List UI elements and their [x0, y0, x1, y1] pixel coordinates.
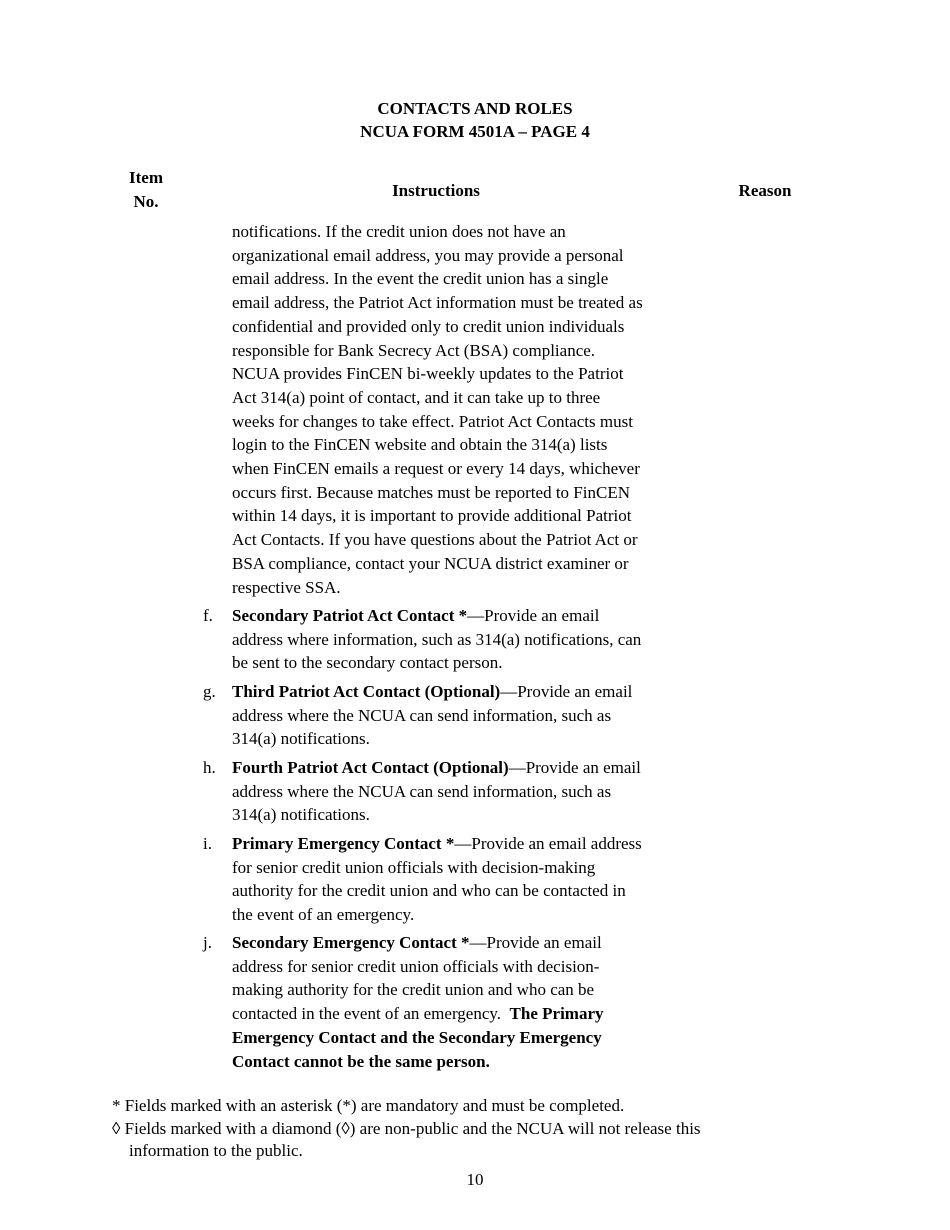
intro-line: confidential and provided only to credit union individuals	[232, 316, 625, 336]
item-g-text	[232, 680, 692, 751]
item-h-desc: —Provide an email	[508, 758, 641, 777]
form-subtitle: NCUA FORM 4501A – PAGE 4	[360, 122, 590, 141]
item-letter: f.	[203, 606, 213, 625]
item-no-header-line2: No.	[133, 191, 159, 211]
diamond-footnote-cont: information to the public.	[129, 1141, 303, 1160]
intro-paragraph	[232, 220, 692, 599]
item-g-desc-line: 314(a) notifications.	[232, 729, 370, 749]
item-g-label: Third Patriot Act Contact (Optional)	[232, 682, 501, 701]
item-no-header-line1: Item	[129, 168, 163, 187]
intro-line: notifications. If the credit union does not have an	[232, 222, 566, 241]
asterisk-footnote: * Fields marked with an asterisk (*) are mandatory and must be completed.	[112, 1096, 625, 1115]
intro-line: organizational email address, you may provide a personal	[232, 245, 624, 265]
item-j-desc-line: address for senior credit union officials with decision-	[232, 956, 600, 976]
item-h-label: Fourth Patriot Act Contact (Optional)	[232, 758, 509, 777]
item-h-desc-line: 314(a) notifications.	[232, 805, 370, 825]
intro-line: Act Contacts. If you have questions about the Patriot Act or	[232, 530, 638, 550]
item-letter: g.	[203, 682, 216, 701]
intro-line: email address. In the event the credit union has a single	[232, 269, 609, 289]
item-f-desc: —Provide an email	[467, 606, 600, 625]
item-j-desc-line: making authority for the credit union and who can be	[232, 980, 595, 1000]
item-i-desc-line: for senior credit union officials with decision-making	[232, 857, 596, 877]
item-f-text	[232, 604, 692, 675]
item-h-text	[232, 756, 692, 827]
intro-line: when FinCEN emails a request or every 14 days, whichever	[232, 459, 640, 479]
item-j-label: Secondary Emergency Contact *	[232, 933, 470, 952]
intro-line: occurs first. Because matches must be reported to FinCEN	[232, 482, 630, 502]
intro-line: respective SSA.	[232, 577, 341, 597]
item-f-desc-line: be sent to the secondary contact person.	[232, 653, 503, 673]
item-f-desc-line: address where information, such as 314(a) notifications, can	[232, 629, 642, 649]
intro-line: weeks for changes to take effect. Patriot Act Contacts must	[232, 411, 633, 431]
item-letter: i.	[203, 834, 212, 853]
item-i-desc-line: authority for the credit union and who can be contacted in	[232, 881, 626, 901]
intro-line: email address, the Patriot Act information must be treated as	[232, 293, 643, 313]
intro-line: within 14 days, it is important to provide additional Patriot	[232, 506, 632, 526]
item-no-header	[110, 166, 182, 213]
intro-line: responsible for Bank Secrecy Act (BSA) compliance.	[232, 340, 596, 360]
intro-line: Act 314(a) point of contact, and it can take up to three	[232, 387, 601, 407]
item-letter: j.	[203, 933, 212, 952]
item-i-desc-line: the event of an emergency.	[232, 905, 415, 925]
item-i-label: Primary Emergency Contact *	[232, 834, 455, 853]
instructions-header: Instructions	[392, 181, 480, 200]
item-j-text	[232, 931, 692, 1073]
intro-line: BSA compliance, contact your NCUA district examiner or	[232, 553, 629, 573]
intro-line: NCUA provides FinCEN bi-weekly updates to the Patriot	[232, 364, 624, 384]
item-j-warning: Emergency Contact and the Secondary Emergency	[232, 1027, 602, 1047]
item-j-desc-line: contacted in the event of an emergency.	[232, 1004, 510, 1024]
item-letter: h.	[203, 758, 216, 777]
item-i-desc: —Provide an email address	[454, 834, 642, 853]
intro-line: login to the FinCEN website and obtain the 314(a) lists	[232, 435, 608, 455]
item-g-desc-line: address where the NCUA can send information, such as	[232, 705, 612, 725]
item-f-label: Secondary Patriot Act Contact *	[232, 606, 468, 625]
page-number: 10	[466, 1170, 484, 1189]
item-h-desc-line: address where the NCUA can send information, such as	[232, 781, 612, 801]
item-g-desc: —Provide an email	[500, 682, 633, 701]
item-j-warning: Contact cannot be the same person.	[232, 1051, 490, 1071]
item-j-desc: —Provide an email	[469, 933, 602, 952]
item-i-text	[232, 832, 692, 927]
item-j-warning: The Primary	[509, 1004, 604, 1024]
diamond-footnote: ◊ Fields marked with a diamond (◊) are non-public and the NCUA will not release this	[112, 1119, 701, 1138]
form-title: CONTACTS AND ROLES	[377, 99, 573, 118]
reason-header: Reason	[738, 181, 792, 200]
